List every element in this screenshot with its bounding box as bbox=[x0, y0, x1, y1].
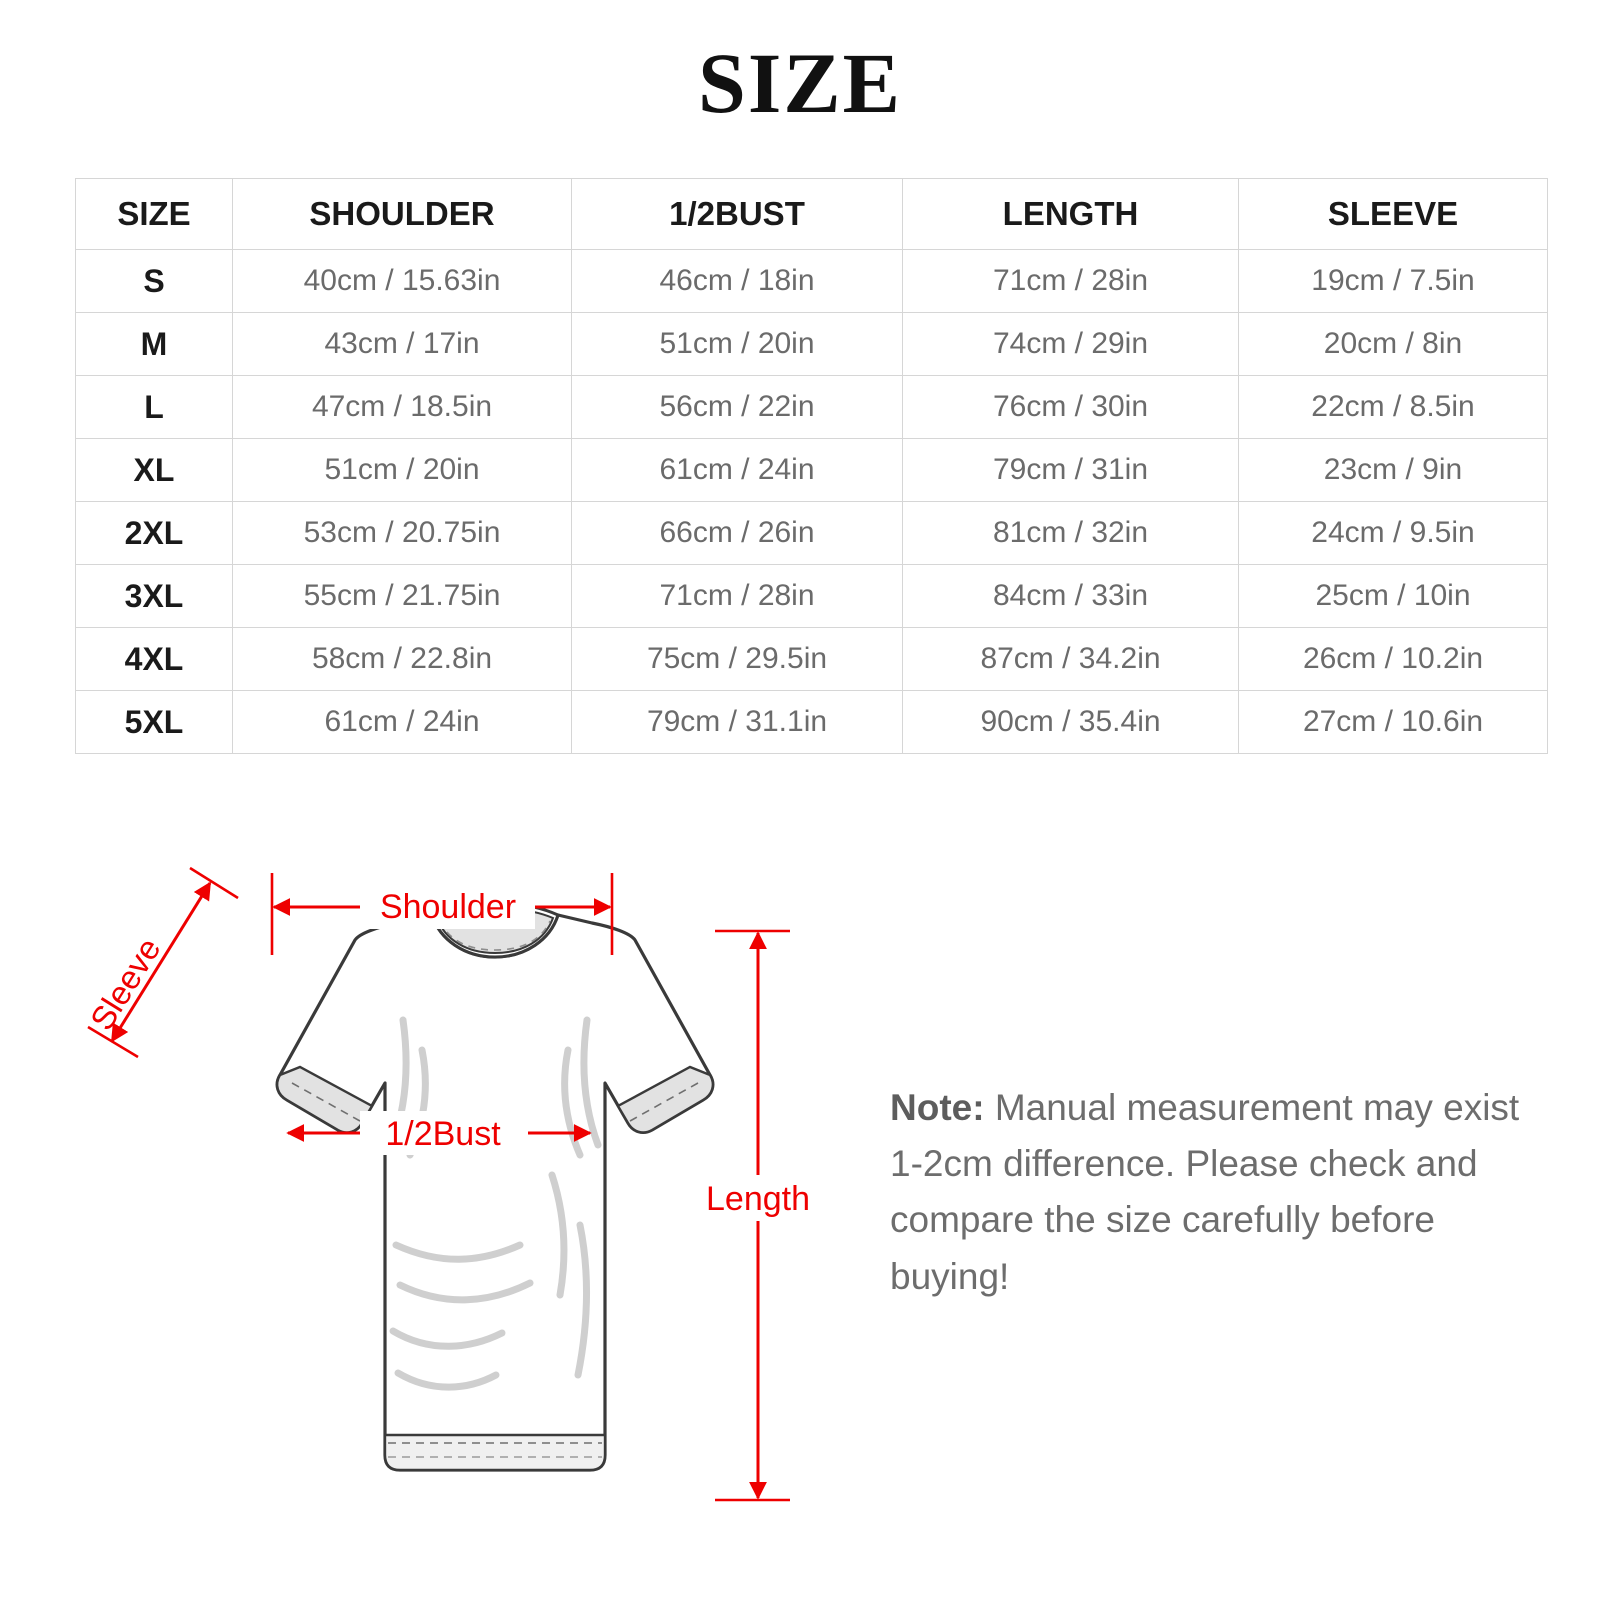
cell-sleeve: 26cm / 10.2in bbox=[1239, 628, 1548, 691]
tshirt-body-outline bbox=[277, 915, 713, 1470]
cell-length: 84cm / 33in bbox=[903, 565, 1239, 628]
note-label: Note: bbox=[890, 1087, 985, 1128]
cell-sleeve: 23cm / 9in bbox=[1239, 439, 1548, 502]
cell-sleeve: 24cm / 9.5in bbox=[1239, 502, 1548, 565]
tshirt-illustration bbox=[277, 903, 713, 1470]
cell-size: 3XL bbox=[76, 565, 233, 628]
table-header bbox=[76, 179, 1548, 250]
cell-size: 5XL bbox=[76, 691, 233, 754]
cell-shoulder: 40cm / 15.63in bbox=[233, 250, 572, 313]
cell-length: 87cm / 34.2in bbox=[903, 628, 1239, 691]
shoulder-label: Shoulder bbox=[379, 888, 517, 926]
cell-length: 81cm / 32in bbox=[903, 502, 1239, 565]
cell-size: 4XL bbox=[76, 628, 233, 691]
cell-length: 76cm / 30in bbox=[903, 376, 1239, 439]
length-label: Length bbox=[706, 1180, 810, 1218]
table-row bbox=[76, 250, 1548, 313]
cell-length: 71cm / 28in bbox=[903, 250, 1239, 313]
cell-bust: 51cm / 20in bbox=[572, 313, 903, 376]
size-chart-table-container bbox=[75, 178, 1525, 754]
bust-label: 1/2Bust bbox=[385, 1115, 501, 1153]
cell-bust: 61cm / 24in bbox=[572, 439, 903, 502]
cell-size: 2XL bbox=[76, 502, 233, 565]
table-row bbox=[76, 313, 1548, 376]
cell-bust: 56cm / 22in bbox=[572, 376, 903, 439]
cell-sleeve: 22cm / 8.5in bbox=[1239, 376, 1548, 439]
cell-shoulder: 61cm / 24in bbox=[233, 691, 572, 754]
column-header-length: LENGTH bbox=[903, 179, 1239, 250]
cell-length: 79cm / 31in bbox=[903, 439, 1239, 502]
cell-shoulder: 47cm / 18.5in bbox=[233, 376, 572, 439]
cell-shoulder: 51cm / 20in bbox=[233, 439, 572, 502]
cell-sleeve: 19cm / 7.5in bbox=[1239, 250, 1548, 313]
cell-bust: 66cm / 26in bbox=[572, 502, 903, 565]
column-header-bust: 1/2BUST bbox=[572, 179, 903, 250]
cell-bust: 71cm / 28in bbox=[572, 565, 903, 628]
cell-shoulder: 43cm / 17in bbox=[233, 313, 572, 376]
cell-size: XL bbox=[76, 439, 233, 502]
cell-size: S bbox=[76, 250, 233, 313]
cell-length: 74cm / 29in bbox=[903, 313, 1239, 376]
cell-sleeve: 27cm / 10.6in bbox=[1239, 691, 1548, 754]
page-title: SIZE bbox=[697, 35, 903, 131]
cell-size: M bbox=[76, 313, 233, 376]
cell-sleeve: 20cm / 8in bbox=[1239, 313, 1548, 376]
column-header-size: SIZE bbox=[76, 179, 233, 250]
note-block bbox=[890, 1080, 1550, 1305]
cell-length: 90cm / 35.4in bbox=[903, 691, 1239, 754]
column-header-sleeve: SLEEVE bbox=[1239, 179, 1548, 250]
size-chart-table bbox=[75, 178, 1548, 754]
table-row bbox=[76, 439, 1548, 502]
note-text: Manual measurement may exist 1-2cm difference. Please check and compare the size carefully before buying! bbox=[890, 1087, 1520, 1297]
cell-shoulder: 58cm / 22.8in bbox=[233, 628, 572, 691]
table-row bbox=[76, 691, 1548, 754]
sleeve-label: Sleeve bbox=[82, 931, 168, 1037]
table-header-row bbox=[76, 179, 1548, 250]
table-row bbox=[76, 502, 1548, 565]
length-measurement bbox=[700, 931, 818, 1500]
cell-shoulder: 53cm / 20.75in bbox=[233, 502, 572, 565]
cell-bust: 79cm / 31.1in bbox=[572, 691, 903, 754]
bottom-hem bbox=[385, 1435, 605, 1470]
cell-size: L bbox=[76, 376, 233, 439]
cell-shoulder: 55cm / 21.75in bbox=[233, 565, 572, 628]
table-body bbox=[76, 250, 1548, 754]
cell-bust: 46cm / 18in bbox=[572, 250, 903, 313]
table-row bbox=[76, 628, 1548, 691]
table-row bbox=[76, 376, 1548, 439]
cell-sleeve: 25cm / 10in bbox=[1239, 565, 1548, 628]
measurement-diagram bbox=[60, 845, 850, 1565]
sleeve-measurement bbox=[83, 868, 238, 1057]
column-header-shoulder: SHOULDER bbox=[233, 179, 572, 250]
table-row bbox=[76, 565, 1548, 628]
sleeve-tick-top bbox=[190, 868, 238, 898]
cell-bust: 75cm / 29.5in bbox=[572, 628, 903, 691]
